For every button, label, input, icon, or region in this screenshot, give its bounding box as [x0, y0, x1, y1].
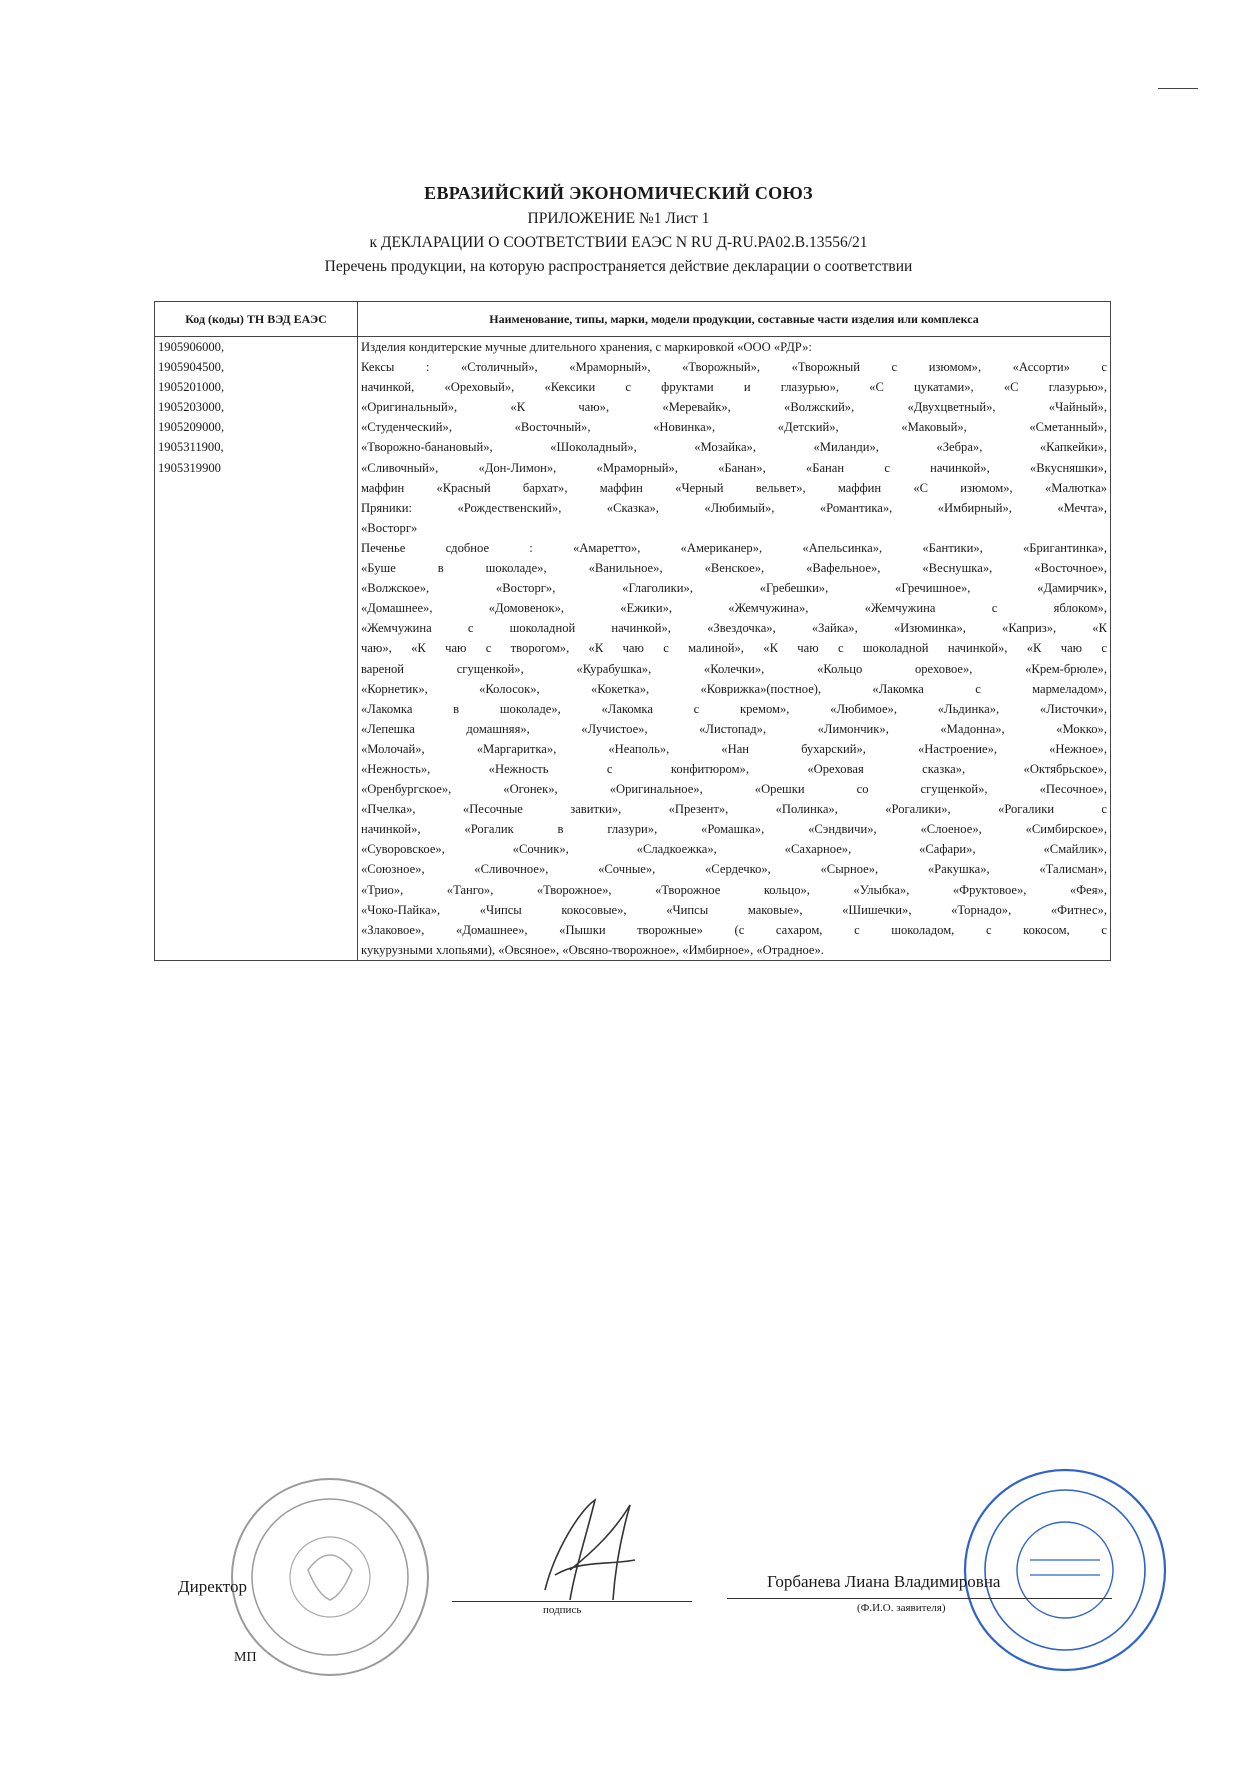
product-line: кукурузными хлопьями), «Овсяное», «Овсяно-творожное», «Имбирное», «Отрадное». [361, 942, 824, 957]
product-line: «Волжское», «Восторг», «Глаголики», «Гребешки», «Гречишное», «Дамирчик», [361, 581, 1107, 596]
product-line: «Пчелка», «Песочные завитки», «Презент», «Полинка», «Рогалики», «Рогалики с [361, 802, 1107, 817]
product-line: «Молочай», «Маргаритка», «Неаполь», «Нан бухарский», «Настроение», «Нежное», [361, 741, 1107, 756]
codes-cell [155, 337, 358, 961]
company-seal-gray [228, 1475, 433, 1680]
product-line: «Суворовское», «Сочник», «Сладкоежка», «Сахарное», «Сафари», «Смайлик», [361, 842, 1107, 857]
product-line: «Трио», «Танго», «Творожное», «Творожное кольцо», «Улыбка», «Фруктовое», «Фея», [361, 882, 1107, 897]
products-header: Наименование, типы, марки, модели продукции, составные части изделия или комплекса [358, 302, 1111, 337]
product-line: «Злаковое», «Домашнее», «Пышки творожные» (с сахаром, с шоколадом, с кокосом, с [361, 922, 1107, 937]
product-line: «Домашнее», «Домовенок», «Ежики», «Жемчужина», «Жемчужина с яблоком», [361, 601, 1107, 616]
product-line: Пряники: «Рождественский», «Сказка», «Любимый», «Романтика», «Имбирный», «Мечта», [361, 500, 1107, 515]
product-line: «Студенческий», «Восточный», «Новинка», «Детский», «Маковый», «Сметанный», [361, 420, 1107, 435]
product-line: маффин «Красный бархат», маффин «Черный вельвет», маффин «С изюмом», «Малютка» [361, 480, 1107, 495]
product-line: Кексы : «Столичный», «Мраморный», «Творожный», «Творожный с изюмом», «Ассорти» с [361, 360, 1107, 375]
company-seal-blue [960, 1465, 1170, 1675]
products-cell [358, 337, 1111, 961]
tnved-code: 1905906000, [158, 340, 225, 354]
product-line: «Чоко-Пайка», «Чипсы кокосовые», «Чипсы маковые», «Шишечки», «Торнадо», «Фитнес», [361, 902, 1107, 917]
product-line: «Лепешка домашняя», «Лучистое», «Листопад», «Лимончик», «Мадонна», «Мокко», [361, 721, 1107, 736]
product-line: «Оренбургское», «Огонек», «Оригинальное», «Орешки со сгущенкой», «Песочное», [361, 782, 1107, 797]
product-line: «Жемчужина с шоколадной начинкой», «Звездочка», «Зайка», «Изюминка», «Каприз», «К [361, 621, 1107, 636]
product-line: «Лакомка в шоколаде», «Лакомка с кремом», «Любимое», «Льдинка», «Листочки», [361, 701, 1107, 716]
product-line: начинкой, «Ореховый», «Кексики с фруктами и глазурью», «С цукатами», «С глазурью», [361, 380, 1107, 395]
product-line: Изделия кондитерские мучные длительного хранения, с маркировкой «ООО «РДР»: [361, 340, 812, 354]
product-line: «Восторг» [361, 520, 418, 535]
signature-scribble [525, 1490, 655, 1610]
tnved-code: 1905209000, [158, 420, 225, 435]
list-subtitle: Перечень продукции, на которую распространяется действие декларации о соответствии [324, 258, 913, 275]
product-line: вареной сгущенкой», «Курабушка», «Колечки», «Кольцо ореховое», «Крем-брюле», [361, 661, 1107, 676]
codes-header: Код (коды) ТН ВЭД ЕАЭС [155, 302, 358, 337]
product-line: «Сливочный», «Дон-Лимон», «Мраморный», «Банан», «Банан с начинкой», «Вкусняшки», [361, 460, 1107, 475]
signature-caption: подпись [543, 1604, 582, 1616]
union-title: ЕВРАЗИЙСКИЙ ЭКОНОМИЧЕСКИЙ СОЮЗ [424, 183, 813, 203]
product-line: чаю», «К чаю с творогом», «К чаю с малиной», «К чаю с шоколадной начинкой», «К чаю с [361, 641, 1107, 656]
product-line: «Оригинальный», «К чаю», «Меревайк», «Волжский», «Двухцветный», «Чайный», [361, 400, 1107, 415]
product-line: «Нежность», «Нежность с конфитюром», «Ореховая сказка», «Октябрьское», [361, 761, 1107, 776]
name-caption: (Ф.И.О. заявителя) [857, 1602, 946, 1614]
tnved-code: 1905319900 [158, 460, 221, 475]
declaration-ref: к ДЕКЛАРАЦИИ О СООТВЕТСТВИИ ЕАЭС N RU Д-RU.РА02.В.13556/21 [369, 234, 868, 251]
product-line: «Корнетик», «Колосок», «Кокетка», «Коврижка»(постное), «Лакомка с мармеладом», [361, 681, 1107, 696]
product-line: «Союзное», «Сливочное», «Сочные», «Сердечко», «Сырное», «Ракушка», «Талисман», [361, 862, 1107, 877]
table-row [155, 337, 1111, 961]
signatory-name: Горбанева Лиана Владимировна [767, 1572, 1001, 1591]
tnved-code: 1905311900, [158, 440, 224, 455]
product-line: «Буше в шоколаде», «Ванильное», «Венское», «Вафельное», «Веснушка», «Восточное», [361, 561, 1107, 576]
product-line: «Творожно-банановый», «Шоколадный», «Мозайка», «Миланди», «Зебра», «Капкейки», [361, 440, 1107, 455]
position-label: Директор [178, 1577, 247, 1596]
table-header-row [155, 302, 1111, 337]
appendix-title: ПРИЛОЖЕНИЕ №1 Лист 1 [527, 210, 710, 227]
tnved-code: 1905904500, [158, 360, 225, 375]
tnved-code: 1905203000, [158, 400, 225, 415]
product-table [154, 301, 1111, 961]
name-line [727, 1598, 1112, 1599]
tnved-code: 1905201000, [158, 380, 225, 395]
signature-line [452, 1601, 692, 1602]
seal-label: МП [234, 1650, 257, 1665]
product-line: начинкой», «Рогалик в глазури», «Ромашка», «Сэндвичи», «Слоеное», «Симбирское», [361, 822, 1107, 837]
corner-mark [1158, 88, 1198, 89]
product-line: Печенье сдобное : «Амаретто», «Американер», «Апельсинка», «Бантики», «Бригантинка», [361, 540, 1107, 555]
